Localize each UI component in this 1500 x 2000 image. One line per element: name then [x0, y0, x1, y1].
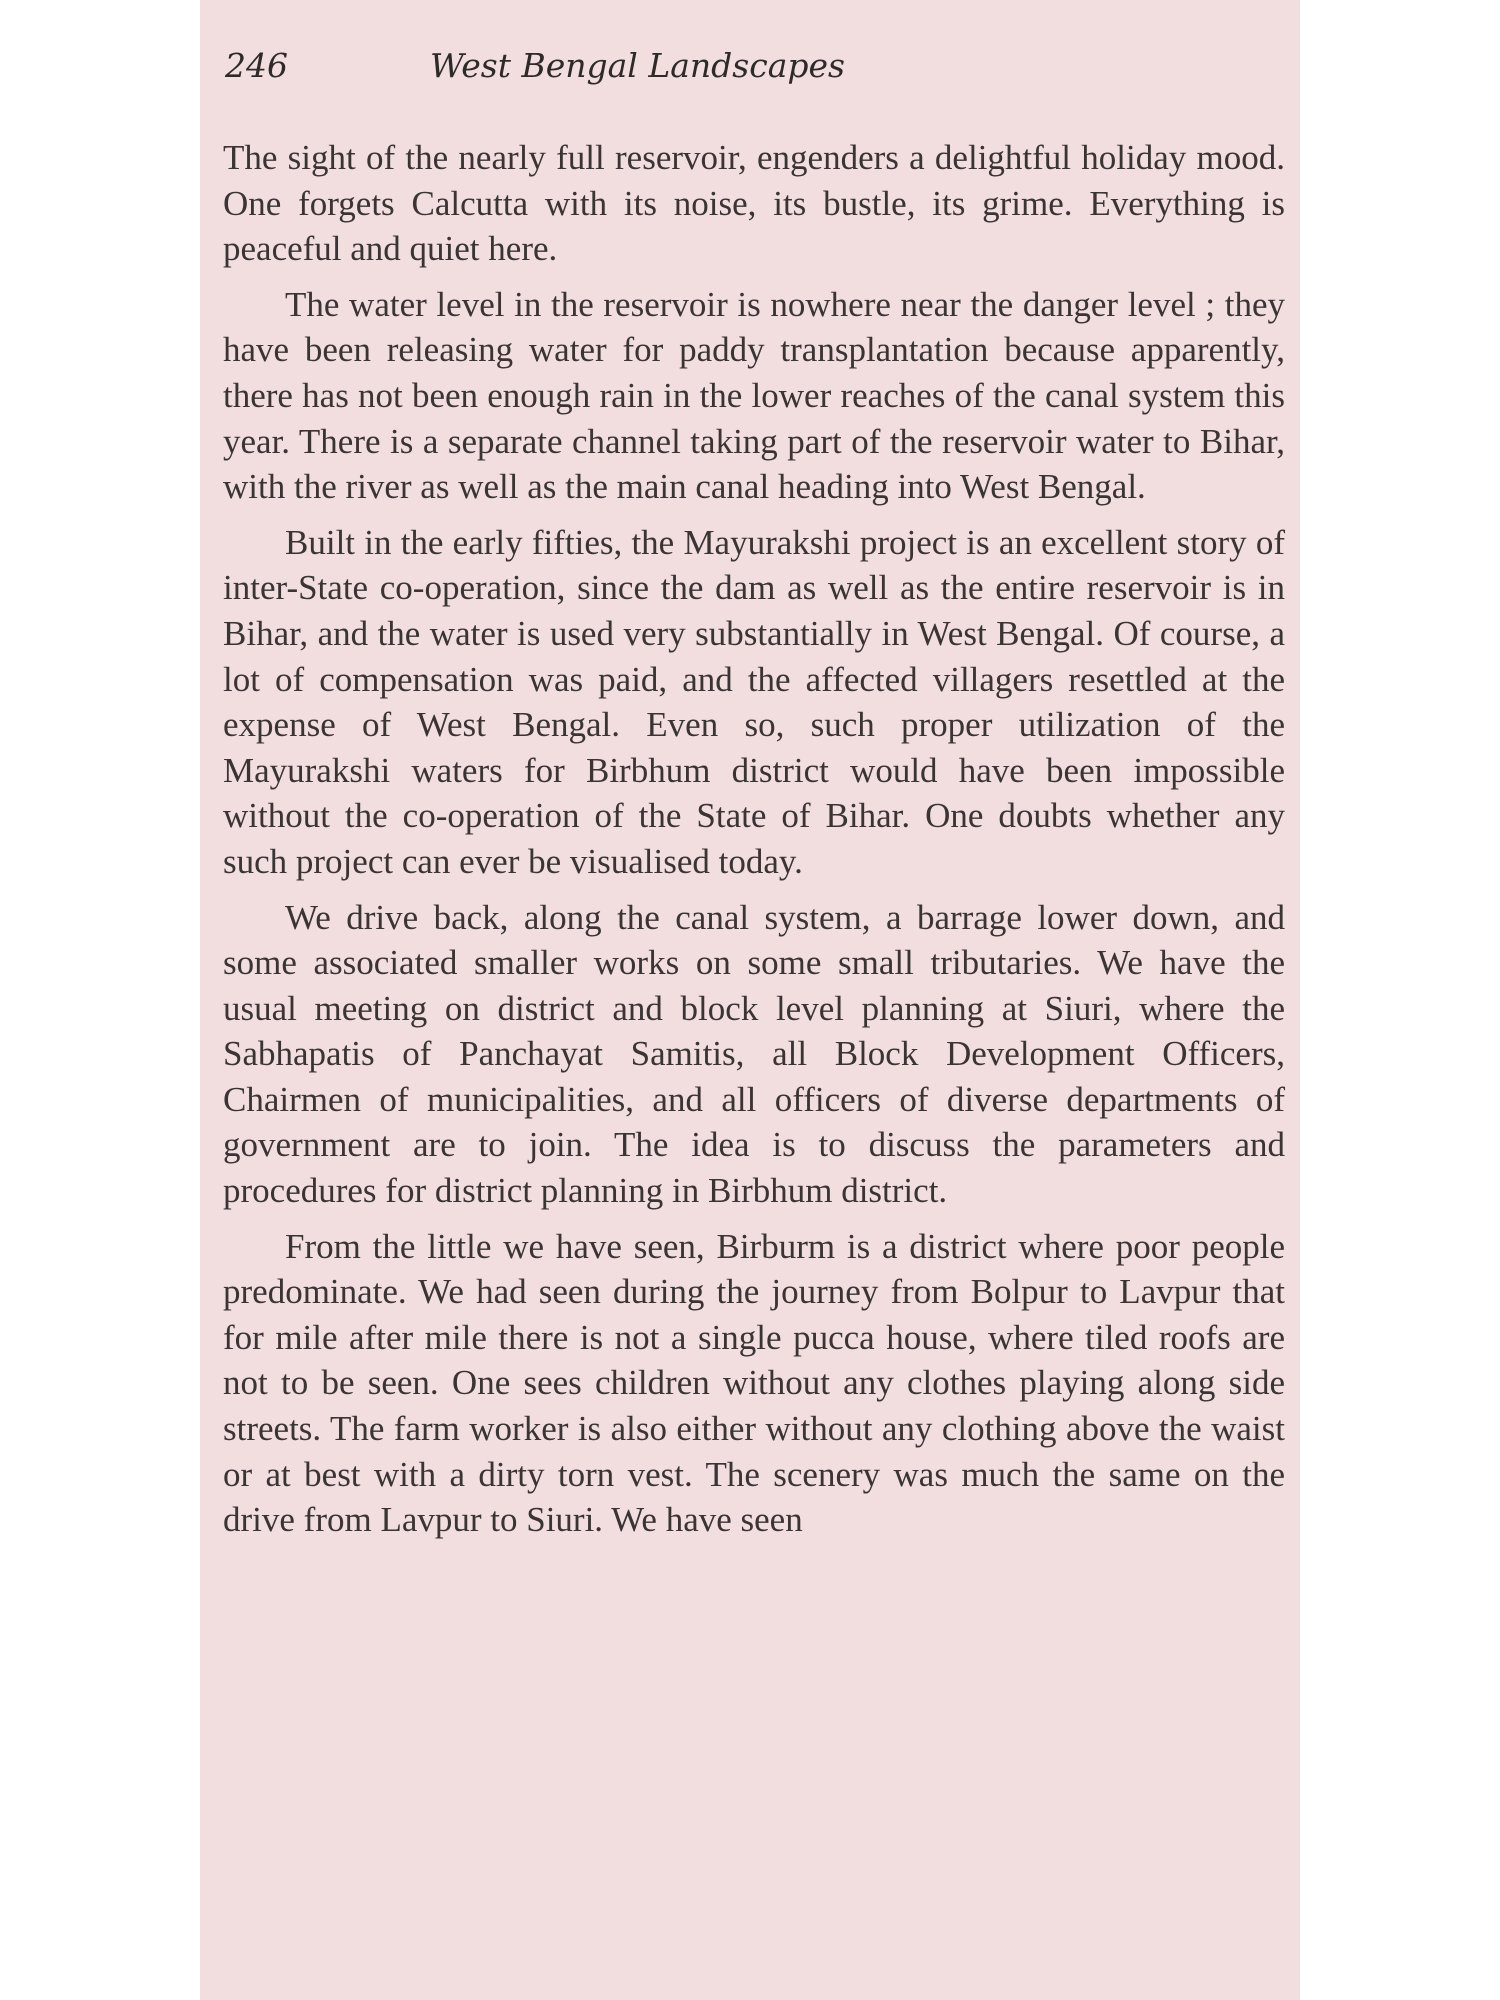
paragraph: Built in the early fifties, the Mayurakshi project is an excellent story of inter-State co-operation, since the dam as well as the entire reservoir is in Bihar, and the water is used very substantially in West Bengal. Of course, a lot of compensation was paid, and the affected villagers resettled at the expense of West Bengal. Even so, such proper utilization of the Mayurakshi waters for Birbhum district would have been impossible without the co-operation of the State of Bihar. One doubts whether any such project can ever be visualised today.: [223, 522, 1285, 881]
paragraph: The water level in the reservoir is nowhere near the danger level ; they have been releasing water for paddy transplantation because apparently, there has not been enough rain in the lower reaches of the canal system this year. There is a separate channel taking part of the reservoir water to Bihar, with the river as well as the main canal heading into West Bengal.: [223, 284, 1285, 507]
page-header: [225, 46, 1275, 96]
book-page: [200, 0, 1300, 2000]
paragraph: We drive back, along the canal system, a barrage lower down, and some associated smaller works on some small tributaries. We have the usual meeting on district and block level planning at Siuri, where the Sabhapatis of Panchayat Samitis, all Block Development Officers, Chairmen of municipalities, and all officers of diverse departments of government are to join. The idea is to discuss the parameters and procedures for district planning in Birbhum district.: [223, 897, 1285, 1211]
body-text: [223, 135, 1285, 1543]
paragraph: The sight of the nearly full reservoir, engenders a delightful holiday mood. One forgets Calcutta with its noise, its bustle, its grime. Everything is peaceful and quiet here.: [223, 138, 1285, 269]
running-title: West Bengal Landscapes: [430, 46, 845, 85]
page-number: 246: [225, 46, 288, 85]
paragraph: From the little we have seen, Birburm is a district where poor people predominate. We had seen during the journey from Bolpur to Lavpur that for mile after mile there is not a single pucca house, where tiled roofs are not to be seen. One sees children without any clothes playing along side streets. The farm worker is also either without any clothing above the waist or at best with a dirty torn vest. The scenery was much the same on the drive from Lavpur to Siuri. We have seen: [223, 1226, 1285, 1540]
